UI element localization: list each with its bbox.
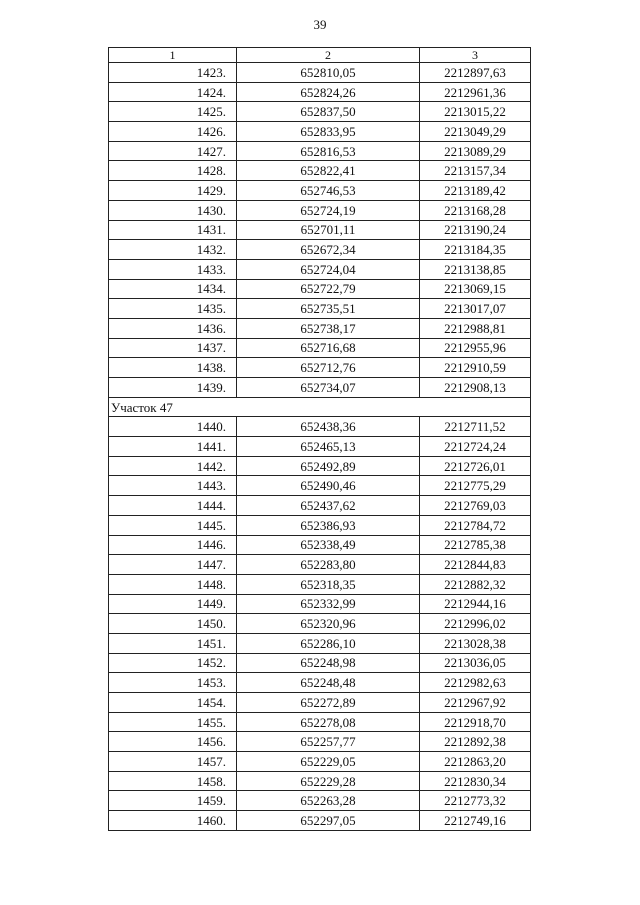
point-number-cell: 1434. <box>109 279 237 299</box>
point-number-cell: 1437. <box>109 338 237 358</box>
point-number-cell: 1439. <box>109 378 237 398</box>
y-coordinate-cell: 2212988,81 <box>420 318 531 338</box>
y-coordinate-cell: 2212830,34 <box>420 771 531 791</box>
table-row <box>109 633 531 653</box>
table-row <box>109 141 531 161</box>
x-coordinate-cell: 652492,89 <box>237 456 420 476</box>
point-number-cell: 1423. <box>109 63 237 83</box>
x-coordinate-cell: 652837,50 <box>237 102 420 122</box>
point-number-cell: 1448. <box>109 574 237 594</box>
coordinates-table-body <box>109 48 531 831</box>
x-coordinate-cell: 652465,13 <box>237 437 420 457</box>
point-number-cell: 1449. <box>109 594 237 614</box>
table-row <box>109 318 531 338</box>
y-coordinate-cell: 2212908,13 <box>420 378 531 398</box>
table-row <box>109 161 531 181</box>
table-row <box>109 712 531 732</box>
x-coordinate-cell: 652816,53 <box>237 141 420 161</box>
x-coordinate-cell: 652701,11 <box>237 220 420 240</box>
x-coordinate-cell: 652722,79 <box>237 279 420 299</box>
y-coordinate-cell: 2213168,28 <box>420 200 531 220</box>
section-title: Участок 47 <box>109 397 531 417</box>
y-coordinate-cell: 2212955,96 <box>420 338 531 358</box>
table-row <box>109 240 531 260</box>
point-number-cell: 1456. <box>109 732 237 752</box>
x-coordinate-cell: 652257,77 <box>237 732 420 752</box>
y-coordinate-cell: 2212844,83 <box>420 555 531 575</box>
table-row <box>109 673 531 693</box>
y-coordinate-cell: 2212910,59 <box>420 358 531 378</box>
y-coordinate-cell: 2212918,70 <box>420 712 531 732</box>
point-number-cell: 1425. <box>109 102 237 122</box>
point-number-cell: 1440. <box>109 417 237 437</box>
table-row <box>109 752 531 772</box>
y-coordinate-cell: 2213036,05 <box>420 653 531 673</box>
table-header-row <box>109 48 531 63</box>
table-row <box>109 259 531 279</box>
x-coordinate-cell: 652746,53 <box>237 181 420 201</box>
table-row <box>109 653 531 673</box>
point-number-cell: 1445. <box>109 515 237 535</box>
coordinates-table <box>108 47 531 831</box>
point-number-cell: 1430. <box>109 200 237 220</box>
y-coordinate-cell: 2212897,63 <box>420 63 531 83</box>
table-row <box>109 181 531 201</box>
point-number-cell: 1447. <box>109 555 237 575</box>
point-number-cell: 1443. <box>109 476 237 496</box>
column-header-3: 3 <box>420 48 531 63</box>
table-row <box>109 338 531 358</box>
point-number-cell: 1454. <box>109 693 237 713</box>
x-coordinate-cell: 652248,48 <box>237 673 420 693</box>
x-coordinate-cell: 652229,28 <box>237 771 420 791</box>
page-number: 39 <box>313 17 327 32</box>
y-coordinate-cell: 2212726,01 <box>420 456 531 476</box>
x-coordinate-cell: 652332,99 <box>237 594 420 614</box>
point-number-cell: 1455. <box>109 712 237 732</box>
table-row <box>109 515 531 535</box>
x-coordinate-cell: 652724,19 <box>237 200 420 220</box>
point-number-cell: 1457. <box>109 752 237 772</box>
y-coordinate-cell: 2213089,29 <box>420 141 531 161</box>
point-number-cell: 1427. <box>109 141 237 161</box>
x-coordinate-cell: 652248,98 <box>237 653 420 673</box>
table-row <box>109 456 531 476</box>
point-number-cell: 1438. <box>109 358 237 378</box>
point-number-cell: 1431. <box>109 220 237 240</box>
table-row <box>109 791 531 811</box>
table-row <box>109 811 531 831</box>
y-coordinate-cell: 2213189,42 <box>420 181 531 201</box>
column-header-1: 1 <box>109 48 237 63</box>
x-coordinate-cell: 652716,68 <box>237 338 420 358</box>
x-coordinate-cell: 652810,05 <box>237 63 420 83</box>
x-coordinate-cell: 652712,76 <box>237 358 420 378</box>
y-coordinate-cell: 2213190,24 <box>420 220 531 240</box>
point-number-cell: 1441. <box>109 437 237 457</box>
y-coordinate-cell: 2213184,35 <box>420 240 531 260</box>
table-row <box>109 535 531 555</box>
x-coordinate-cell: 652338,49 <box>237 535 420 555</box>
x-coordinate-cell: 652320,96 <box>237 614 420 634</box>
table-row <box>109 437 531 457</box>
y-coordinate-cell: 2213069,15 <box>420 279 531 299</box>
point-number-cell: 1428. <box>109 161 237 181</box>
y-coordinate-cell: 2213049,29 <box>420 122 531 142</box>
x-coordinate-cell: 652263,28 <box>237 791 420 811</box>
table-row <box>109 102 531 122</box>
y-coordinate-cell: 2212785,38 <box>420 535 531 555</box>
y-coordinate-cell: 2213015,22 <box>420 102 531 122</box>
y-coordinate-cell: 2212724,24 <box>420 437 531 457</box>
table-row <box>109 378 531 398</box>
y-coordinate-cell: 2212775,29 <box>420 476 531 496</box>
point-number-cell: 1429. <box>109 181 237 201</box>
y-coordinate-cell: 2212944,16 <box>420 594 531 614</box>
point-number-cell: 1452. <box>109 653 237 673</box>
point-number-cell: 1436. <box>109 318 237 338</box>
point-number-cell: 1459. <box>109 791 237 811</box>
x-coordinate-cell: 652286,10 <box>237 633 420 653</box>
table-row <box>109 476 531 496</box>
y-coordinate-cell: 2212982,63 <box>420 673 531 693</box>
y-coordinate-cell: 2212967,92 <box>420 693 531 713</box>
x-coordinate-cell: 652438,36 <box>237 417 420 437</box>
y-coordinate-cell: 2213157,34 <box>420 161 531 181</box>
table-row <box>109 555 531 575</box>
table-row <box>109 594 531 614</box>
table-row <box>109 122 531 142</box>
column-header-2: 2 <box>237 48 420 63</box>
y-coordinate-cell: 2212882,32 <box>420 574 531 594</box>
y-coordinate-cell: 2212711,52 <box>420 417 531 437</box>
x-coordinate-cell: 652824,26 <box>237 82 420 102</box>
y-coordinate-cell: 2213028,38 <box>420 633 531 653</box>
table-row <box>109 63 531 83</box>
table-row <box>109 614 531 634</box>
point-number-cell: 1444. <box>109 496 237 516</box>
x-coordinate-cell: 652437,62 <box>237 496 420 516</box>
y-coordinate-cell: 2212996,02 <box>420 614 531 634</box>
table-row <box>109 693 531 713</box>
x-coordinate-cell: 652672,34 <box>237 240 420 260</box>
table-row <box>109 200 531 220</box>
y-coordinate-cell: 2213017,07 <box>420 299 531 319</box>
x-coordinate-cell: 652229,05 <box>237 752 420 772</box>
point-number-cell: 1458. <box>109 771 237 791</box>
point-number-cell: 1424. <box>109 82 237 102</box>
table-row <box>109 299 531 319</box>
y-coordinate-cell: 2212863,20 <box>420 752 531 772</box>
x-coordinate-cell: 652386,93 <box>237 515 420 535</box>
x-coordinate-cell: 652833,95 <box>237 122 420 142</box>
y-coordinate-cell: 2212892,38 <box>420 732 531 752</box>
x-coordinate-cell: 652283,80 <box>237 555 420 575</box>
x-coordinate-cell: 652278,08 <box>237 712 420 732</box>
x-coordinate-cell: 652734,07 <box>237 378 420 398</box>
x-coordinate-cell: 652297,05 <box>237 811 420 831</box>
point-number-cell: 1442. <box>109 456 237 476</box>
point-number-cell: 1426. <box>109 122 237 142</box>
x-coordinate-cell: 652822,41 <box>237 161 420 181</box>
y-coordinate-cell: 2212749,16 <box>420 811 531 831</box>
section-row <box>109 397 531 417</box>
point-number-cell: 1435. <box>109 299 237 319</box>
point-number-cell: 1433. <box>109 259 237 279</box>
x-coordinate-cell: 652318,35 <box>237 574 420 594</box>
table-row <box>109 279 531 299</box>
table-row <box>109 496 531 516</box>
table-row <box>109 417 531 437</box>
y-coordinate-cell: 2212769,03 <box>420 496 531 516</box>
x-coordinate-cell: 652724,04 <box>237 259 420 279</box>
point-number-cell: 1451. <box>109 633 237 653</box>
y-coordinate-cell: 2212784,72 <box>420 515 531 535</box>
table-row <box>109 732 531 752</box>
point-number-cell: 1446. <box>109 535 237 555</box>
point-number-cell: 1450. <box>109 614 237 634</box>
point-number-cell: 1460. <box>109 811 237 831</box>
table-row <box>109 220 531 240</box>
table-row <box>109 574 531 594</box>
point-number-cell: 1453. <box>109 673 237 693</box>
x-coordinate-cell: 652738,17 <box>237 318 420 338</box>
point-number-cell: 1432. <box>109 240 237 260</box>
y-coordinate-cell: 2212773,32 <box>420 791 531 811</box>
y-coordinate-cell: 2213138,85 <box>420 259 531 279</box>
table-row <box>109 771 531 791</box>
x-coordinate-cell: 652490,46 <box>237 476 420 496</box>
x-coordinate-cell: 652272,89 <box>237 693 420 713</box>
table-row <box>109 358 531 378</box>
table-row <box>109 82 531 102</box>
x-coordinate-cell: 652735,51 <box>237 299 420 319</box>
y-coordinate-cell: 2212961,36 <box>420 82 531 102</box>
